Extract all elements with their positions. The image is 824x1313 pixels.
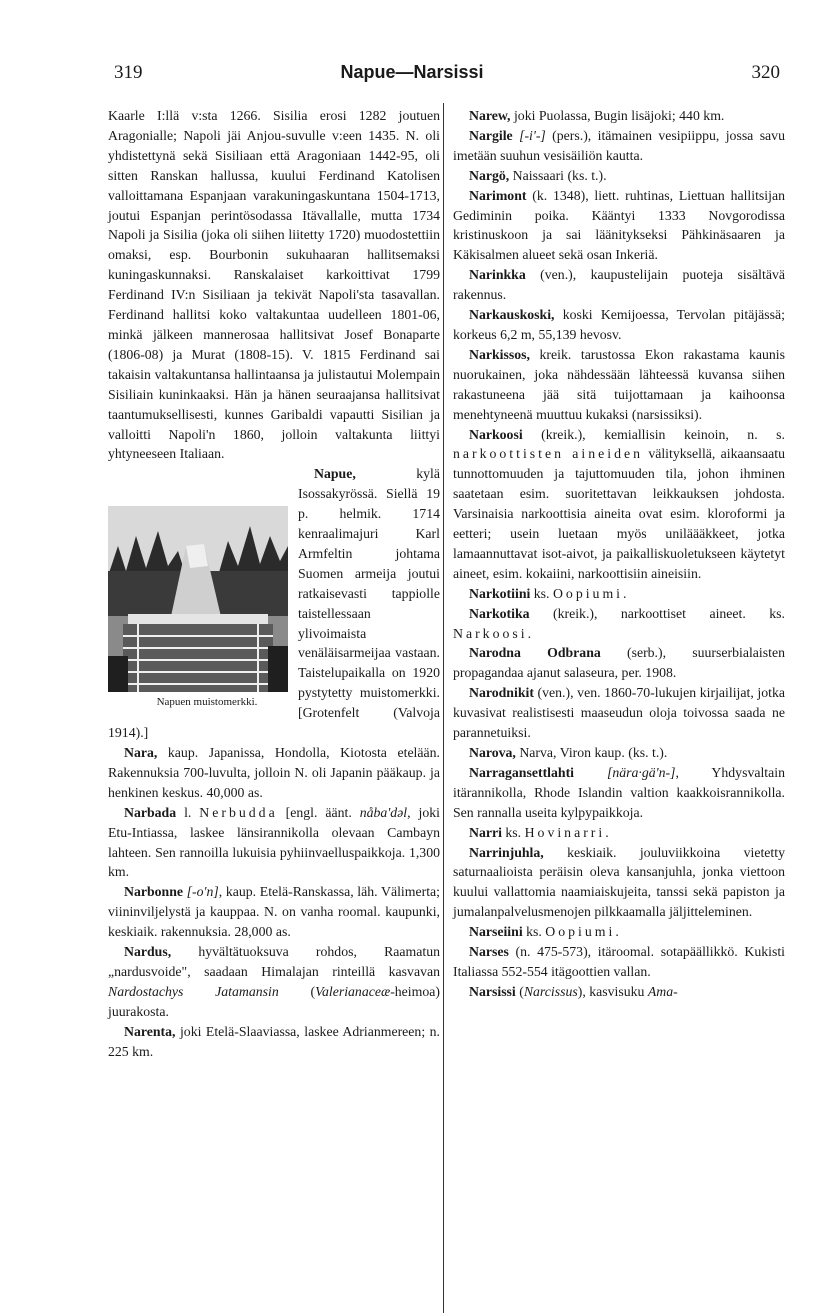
entry-text: ( (515, 983, 524, 999)
entry-text: keskiaik. jouluviikkoina vietetty saturnaalioista peräisin oleva kansanjuhla, jonka viettoon kuului vallattomia naamiaiskujeita, tanssi sekä papiston ja jumalanpalvelusmenojen pilkkaamalla jäljitteleminen. (453, 844, 785, 920)
entry-text: (serb.), suurserbialaisten propagandaa ajanut salaseura, per. 1908. (453, 645, 785, 681)
headword: Narodnikit (469, 685, 534, 701)
entry-nara (108, 743, 440, 803)
entry-narodnikit (453, 683, 785, 743)
entry-text: [engl. äänt. (277, 804, 360, 820)
latin-name: Valerianaceæ (315, 983, 391, 999)
entry-text: (kreik.), kemiallisin keinoin, n. s. (522, 426, 785, 442)
cross-reference: Oopiumi (545, 924, 616, 940)
figure-caption: Napuen muistomerkki. (156, 696, 258, 709)
latin-name: Ama- (647, 983, 678, 999)
column-divider (443, 103, 444, 1313)
entry-text: ks. (522, 924, 546, 940)
entry-narseiini (453, 922, 785, 942)
headword: Narragansettlahti (469, 764, 574, 780)
headword: Narbonne (124, 884, 184, 900)
entry-text: joki Etelä-Slaaviassa, laskee Adrianmereen; n. 225 km. (108, 1023, 440, 1059)
right-column (453, 106, 785, 1002)
entry-text: koski Kemijoessa, Tervolan pitäjässä; korkeus 6,2 m, 55,139 hevosv. (453, 307, 785, 342)
entry-text: -heimoa) juurakosta. (108, 983, 440, 1019)
entry-narkotika (453, 604, 785, 644)
entry-text: ( (278, 983, 316, 999)
spaced-term: Nerbudda (199, 804, 278, 820)
entry-text: Naissaari (ks. t.). (509, 167, 607, 183)
entry-nardus (108, 942, 440, 1022)
spaced-term: narkoottisten aineiden (453, 446, 644, 462)
headword: Narodna Odbrana (469, 645, 601, 661)
entry-narsissi (453, 982, 785, 1002)
headword: Narkoosi (469, 426, 523, 442)
entry-narova (453, 743, 785, 763)
headword: Narsissi (469, 983, 516, 999)
headword: Narseiini (469, 924, 523, 940)
monument-figure (108, 506, 290, 709)
headword: Narova, (469, 745, 516, 760)
entry-narinkka (453, 265, 785, 305)
pronunciation: [-o'n] (183, 884, 219, 900)
headword: Narri (469, 824, 502, 840)
headword: Narkotika (469, 605, 530, 621)
headword: Narses (469, 944, 509, 960)
entry-text: kreik. tarustossa Ekon rakastama kaunis nuorukainen, joka nähdessään lähteessä kuvansa siihen rakastuneena jää sitä tuijottamaan ja kaihoonsa menehtyneenä muuttuu kukaksi (narsissiksi). (453, 346, 785, 422)
entry-text: . (605, 824, 609, 840)
entry-text: (ven.), ven. 1860-70-lukujen kirjailijat, jotka kuvasivat realistisesti maaseudun oloja toivossa saada ne parannetuiksi. (453, 685, 785, 741)
entry-narkissos (453, 345, 785, 425)
entry-text: välityksellä, aikaansaatu tunnottomuuden ja tajuttomuuden tila, johon ihminen saatetaan esim. suoritettavan leikkauksen johdosta. Varsinaisia narkoottisia aineita ovat esim. kloroformi ja eetteri; usein luetaan myös uniläääkkeet, jotka lamaannuttavat isot-aivot, ja paikalliskuoletukseen käytetyt aineet, esim. kokaiini, narkoottisiin aineisiin. (453, 446, 785, 581)
entry-text: Narva, Viron kaup. (ks. t.). (515, 745, 668, 760)
entry-narses (453, 942, 785, 982)
entry-text: ks. (530, 585, 553, 601)
page-number-right: 320 (751, 62, 780, 83)
cross-reference: Hovinarri (524, 824, 606, 840)
headword: Napue, (314, 466, 356, 482)
entry-text: . (615, 924, 619, 940)
headword: Nargö, (469, 167, 510, 183)
entry-narrinjuhla (453, 843, 785, 923)
entry-text: hyvältätuoksuva rohdos, Raamatun „nardusvoide", saadaan Himalajan rinteillä kasvavan (108, 944, 440, 979)
entry-text: (n. 475-573), itäroomal. sotapäällikkö. Kukisti Italiassa 552-554 itägoottien vallan. (453, 944, 785, 979)
headword: Narenta, (124, 1023, 176, 1039)
entry-narkotiini (453, 584, 785, 604)
entry-narodna-odbrana (453, 643, 785, 683)
entry-narkauskoski (453, 305, 785, 345)
entry-narbada (108, 803, 440, 883)
pronunciation: nåba'dəl (359, 804, 408, 820)
running-header: Napue—Narsissi (340, 62, 484, 82)
entry-text: ), kasvisuku (577, 983, 648, 999)
entry-text: ks. (501, 824, 525, 840)
headword: Nardus, (124, 944, 172, 960)
entry-narkoosi (453, 425, 785, 584)
headword: Narinkka (469, 267, 526, 283)
pronunciation: [nära·gä'n-] (574, 764, 676, 780)
headword: Narimont (469, 187, 527, 203)
entry-napoli-continued: Kaarle I:llä v:sta 1266. Sisilia erosi 1282 joutuen Aragonialle; Napoli jäi Anjou-suvulle v:een 1435. N. oli yhdistettynä sekä Sisiliaan että Aragoniaan 1442-95, oli sitten Ranskan hallussa, kuului Ferdinand Katolisen valloittamana Espanjaan varakuningaskuntana 1504-1713, joutui Espanjan perintösodassa Itävallalle, mutta 1734 Napoli ja Sisilia (joka oli siihen liitetty 1720) muodostettiin omaksi, esp. Bourbonin sukuhaaran hallitsemaksi kuningaskunnaksi. Ranskalaiset karkoittivat 1799 Ferdinand IV:n Sisiliaan ja tekivät Napoli'sta tasavallan. Ferdinand hallitsi koko valtakuntaa uudelleen 1801-06, minkä jälkeen mannerosaa hallitsivat Josef Bonaparte (1806-08) ja Murat (1808-15). V. 1815 Ferdinand sai takaisin valtakuntansa hallintaansa ja julistautui Molempain Sisiliain kuninkaaksi. Hän ja hänen seuraajansa hallitsivat taantumuksellisesti, kunnes Garibaldi vapautti Sisilian ja valloitti Napoli'n 1860, jolloin valtakunta liittyi yhtyneeseen Italiaan. (108, 108, 440, 462)
entry-text: l. (176, 804, 200, 820)
entry-text: kaup. Japanissa, Hondolla, Kiotosta etelään. Rakennuksia 700-luvulta, jolloin N. oli Japanin pääkaup. ja henkinen keskus. 40,000 as. (108, 745, 440, 800)
entry-text: , Yhdysvaltain itärannikolla, Rhode Islandin valtion kaakkoisrannikolla. Sen rannalla useita kylpypaikkoja. (453, 764, 785, 820)
headword: Narkissos, (469, 346, 530, 362)
page-number-left: 319 (114, 62, 143, 83)
pronunciation: [-i'-] (512, 127, 546, 143)
entry-narenta (108, 1022, 440, 1062)
entry-text: joki Puolassa, Bugin lisäjoki; 440 km. (510, 108, 725, 123)
monument-photo (108, 506, 288, 692)
entry-narew (453, 106, 785, 126)
latin-name: Narcissus (523, 983, 578, 999)
headword: Narrinjuhla, (469, 844, 544, 860)
headword: Nargile (469, 127, 513, 143)
entry-nargo (453, 166, 785, 186)
headword: Narew, (469, 108, 511, 123)
headword: Narkauskoski, (469, 307, 555, 323)
left-column (108, 106, 440, 1062)
entry-nargile (453, 126, 785, 166)
entry-narragansettlahti (453, 763, 785, 823)
entry-narri (453, 823, 785, 843)
entry-narbonne (108, 882, 440, 942)
entry-text: , kaup. Etelä-Ranskassa, läh. Välimerta; viininviljelystä ja kauppaa. N. on vanha roomal. kaupunki, keskiaik. rakennuksia. 28,000 as. (108, 884, 440, 940)
entry-text: (kreik.), narkoottiset aineet. ks. (529, 605, 785, 621)
entry-text: (ven.), kaupustelijain puoteja sisältävä rakennus. (453, 267, 785, 303)
entry-text: . (527, 625, 532, 641)
entry-text: . (623, 585, 627, 601)
entry-text: (pers.), itämainen vesipiippu, jossa savu imetään suuhun vesisäiliön kautta. (453, 127, 785, 163)
entry-text: (k. 1348), liett. ruhtinas, Liettuan hallitsijan Gediminin poika. Kääntyi 1333 Novgorodissa kristinuskoon ja sai läänitykseksi Pähkinäsaaren ja Käkisalmen alueet sekä osan Inkeriä. (453, 187, 785, 263)
cross-reference: Oopiumi (552, 585, 624, 601)
headword: Narkotiini (469, 585, 531, 601)
cross-reference: Narkoosi (453, 625, 528, 641)
latin-name: Nardostachys Jatamansin (108, 983, 279, 999)
headword: Nara, (124, 745, 158, 760)
entry-text: , joki Etu-Intiassa, laskee länsirannikolla olevaan Cambayn lahteen. Sen rannoilla lukuisia pyhiinvaelluspaikkoja. 1,300 km. (108, 804, 440, 880)
entry-text: kylä Isossakyrössä. Siellä 19 p. helmik. 1714 kenraalimajuri Karl Armfeltin johtama Suomen armeija joutui ratkaisevasti tappiolle taistellessaan ylivoimaista venäläisarmeijaa vastaan. Taistelupaikalla on 1920 pystytetty muistomerkki. [Grotenfelt (Valvoja 1914).] (108, 466, 440, 741)
headword: Narbada (124, 804, 177, 820)
entry-narimont (453, 186, 785, 266)
entry-napue (108, 464, 440, 743)
